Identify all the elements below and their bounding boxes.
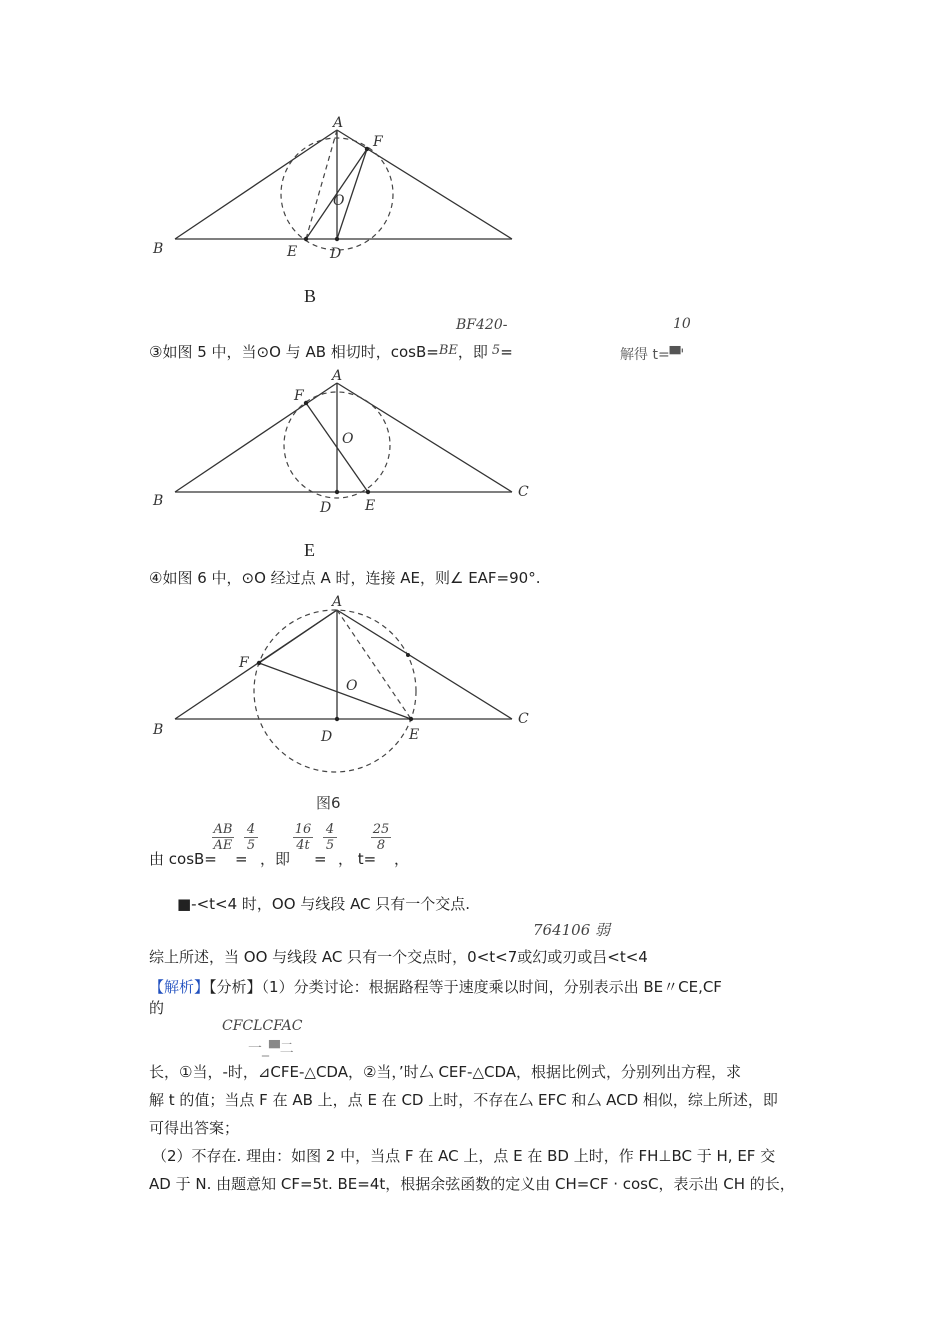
range-line: ■-<t<4 时，OO 与线段 AC 只有一个交点.: [177, 895, 471, 913]
label-d: D: [320, 500, 332, 516]
case3-solve: 解得 t=▀': [620, 347, 685, 363]
fraction-16-4t: $\frac{16}{4t}$: [294, 822, 312, 853]
label-e: E: [287, 244, 298, 260]
segment-ac: [337, 610, 512, 719]
label-b: B: [153, 241, 164, 257]
label-f: F: [239, 655, 249, 671]
numbers-line: 764106 弱: [533, 921, 611, 939]
label-b: B: [153, 493, 164, 509]
fraction-ab-ae: $\frac{AB}{AE}$: [213, 822, 233, 853]
label-d: D: [321, 729, 333, 745]
analysis-tag2: 【分析】: [209, 978, 262, 996]
segment-ae-dashed: [337, 610, 411, 719]
case3-top-numerator: BF420-: [456, 317, 508, 333]
case3-den-be: BE: [438, 343, 458, 358]
segment-fe: [259, 663, 411, 719]
label-e: E: [365, 498, 376, 514]
label-a: A: [333, 115, 344, 131]
label-c: C: [518, 484, 529, 500]
label-d: D: [330, 246, 342, 262]
analysis-line1: 【解析】【分析】（1）分类讨论：根据路程等于速度乘以时间，分别表示出 BE〃CE,CF: [149, 978, 722, 996]
figure-4-caption: B: [304, 286, 317, 306]
fraction-4-5-b: $\frac{4}{5}$: [323, 822, 337, 853]
case3-text: ③如图 5 中，当⊙O 与 AB 相切时，cosB=BE，即 5=: [149, 343, 513, 361]
figure-5-caption: E: [304, 540, 315, 560]
analysis-cfclcfac: CFCLCFAC: [222, 1018, 303, 1034]
formula-prefix: 由 cosB=: [149, 850, 217, 868]
label-e: E: [409, 727, 420, 743]
label-a: A: [332, 594, 343, 610]
label-f: F: [294, 388, 304, 404]
summary-line: 综上所述，当 OO 与线段 AC 只有一个交点时，0<t<7或幻或刃或吕<t<4: [149, 948, 648, 966]
label-f: F: [373, 134, 383, 150]
analysis-paragraph: 长，①当，-时，⊿CFE-△CDA，②当，’时厶 CEF-△CDA，根据比例式，分别列出方程，求 解 t 的值；当点 F 在 AB 上，点 E 在 CD 上时，不存在厶 EFC 和厶 ACD 相似，综上所述，即 可得出答案；: [149, 1063, 778, 1137]
label-c: C: [518, 711, 529, 727]
analysis-tag: 【解析】: [149, 978, 210, 996]
case3-top-right-number: 10: [673, 316, 691, 332]
label-o: O: [342, 431, 354, 447]
fraction-4-5-a: $\frac{4}{5}$: [244, 822, 258, 853]
segment-af: [259, 610, 337, 663]
analysis-line1b: 的: [149, 999, 165, 1017]
label-o: O: [346, 678, 358, 694]
figure-6-caption: 图6: [316, 794, 341, 812]
label-b: B: [153, 722, 164, 738]
analysis-paragraph-2: （2）不存在. 理由：如图 2 中，当点 F 在 AC 上，点 E 在 BD 上时，作 FH⊥BC 于 H, EF 交 AD 于 N. 由题意知 CF=5t. BE=4t，根据余弦函数的定义由 CH=CF · cosC，表示出 CH 的长，: [149, 1147, 795, 1193]
label-a: A: [332, 368, 343, 384]
analysis-dash-glyphs: 一_▀二: [248, 1041, 294, 1057]
fraction-25-8: $\frac{25}{8}$: [372, 822, 390, 853]
case4-text: ④如图 6 中，⊙O 经过点 A 时，连接 AE，则∠ EAF=90°.: [149, 569, 541, 587]
label-o: O: [333, 193, 345, 209]
